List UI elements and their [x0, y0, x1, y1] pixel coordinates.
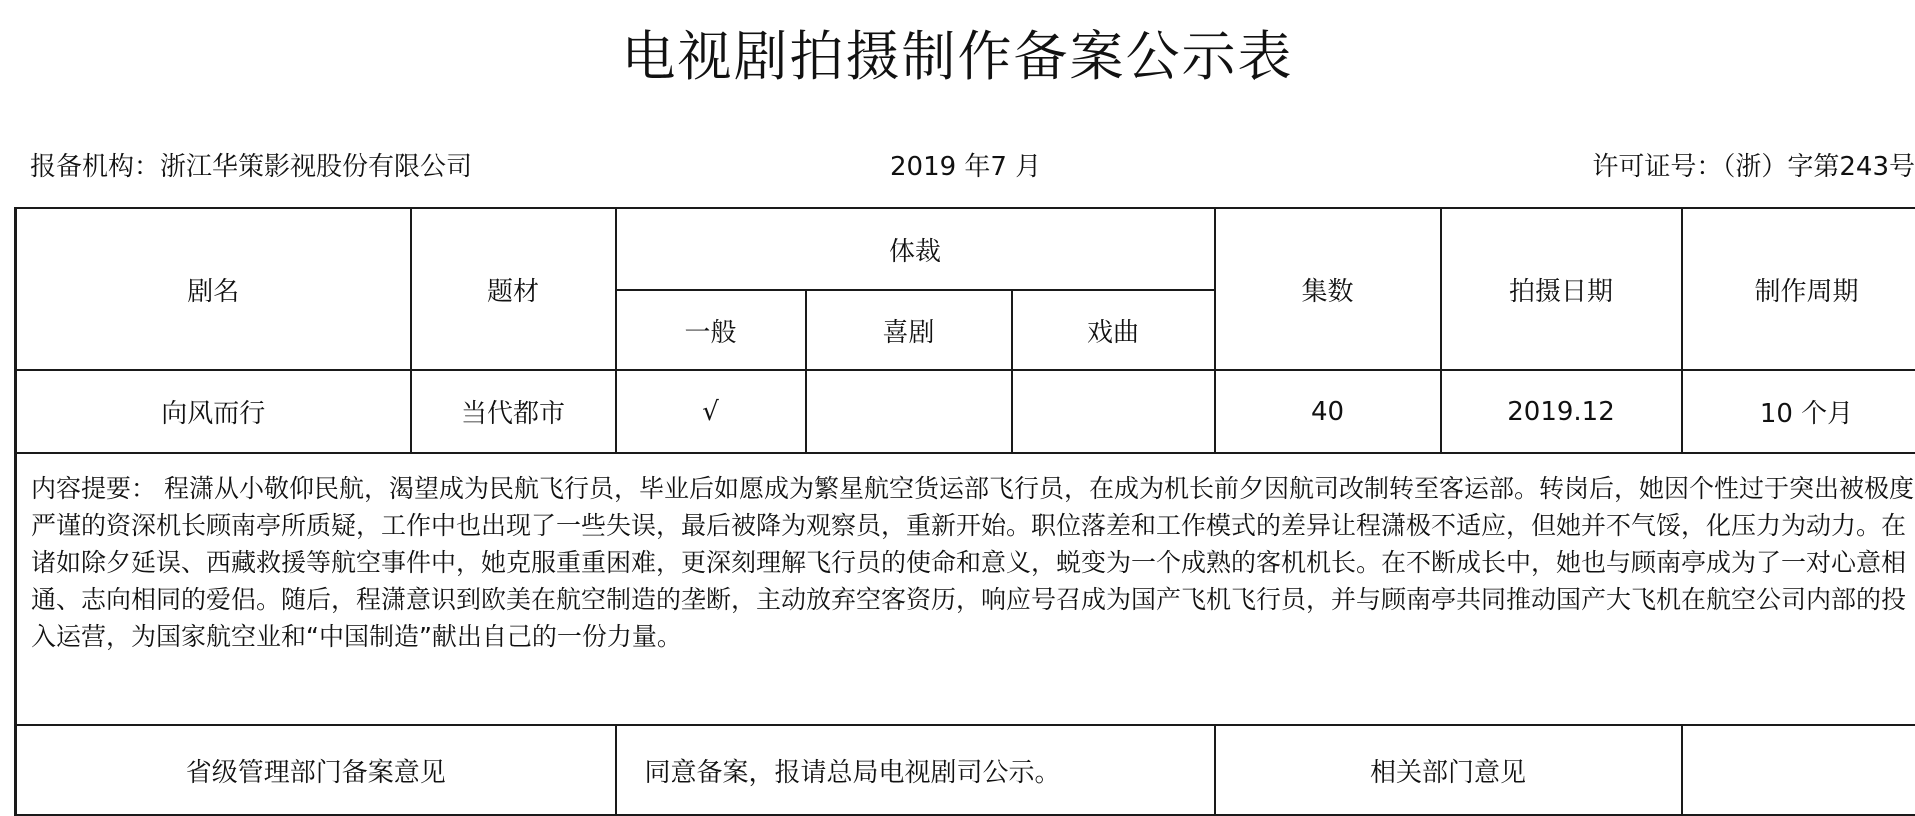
- filing-table: [14, 207, 1915, 816]
- cell-opera: [1012, 370, 1215, 453]
- header-episodes: 集数: [1215, 208, 1441, 370]
- cell-shoot-date: 2019.12: [1441, 370, 1682, 453]
- table-row: [16, 370, 1915, 453]
- header-genre: 体裁: [616, 208, 1215, 290]
- filing-date: 2019 年7 月: [890, 150, 1041, 184]
- header-name: 剧名: [16, 208, 411, 370]
- related-opinion: [1682, 725, 1915, 815]
- provincial-opinion: 同意备案，报请总局电视剧司公示。: [616, 725, 1215, 815]
- cell-name: 向风而行: [16, 370, 411, 453]
- header-shoot-date: 拍摄日期: [1441, 208, 1682, 370]
- cell-episodes: 40: [1215, 370, 1441, 453]
- header-genre-opera: 戏曲: [1012, 290, 1215, 370]
- cell-theme: 当代都市: [411, 370, 616, 453]
- related-opinion-label: 相关部门意见: [1215, 725, 1682, 815]
- header-genre-comedy: 喜剧: [806, 290, 1012, 370]
- cell-comedy: [806, 370, 1012, 453]
- header-genre-general: 一般: [616, 290, 806, 370]
- content-summary-cell: [16, 453, 1915, 725]
- cell-general: √: [616, 370, 806, 453]
- page-title: 电视剧拍摄制作备案公示表: [0, 22, 1915, 92]
- provincial-opinion-label: 省级管理部门备案意见: [16, 725, 616, 815]
- header-cycle: 制作周期: [1682, 208, 1915, 370]
- license-number: 许可证号：（浙）字第243号: [1592, 150, 1915, 184]
- content-summary: 内容提要： 程潇从小敬仰民航，渴望成为民航飞行员，毕业后如愿成为繁星航空货运部飞行员，在成为机长前夕因航司改制转至客运部。转岗后，她因个性过于突出被极度严谨的资深机长顾南亭所质疑，工作中也出现了一些失误，最后被降为观察员，重新开始。职位落差和工作模式的差异让程潇极不适应，但她并不气馁，化压力为动力。在诸如除夕延误、西藏救援等航空事件中，她克服重重困难，更深刻理解飞行员的使命和意义，蜕变为一个成熟的客机机长。在不断成长中，她也与顾南亭成为了一对心意相通、志向相同的爱侣。随后，程潇意识到欧美在航空制造的垄断，主动放弃空客资历，响应号召成为国产飞机飞行员，并与顾南亭共同推动国产大飞机在航空公司内部的投入运营，为国家航空业和“中国制造”献出自己的一份力量。: [31, 470, 1915, 655]
- filing-organization: 报备机构：浙江华策影视股份有限公司: [30, 150, 472, 184]
- cell-cycle: 10 个月: [1682, 370, 1915, 453]
- header-theme: 题材: [411, 208, 616, 370]
